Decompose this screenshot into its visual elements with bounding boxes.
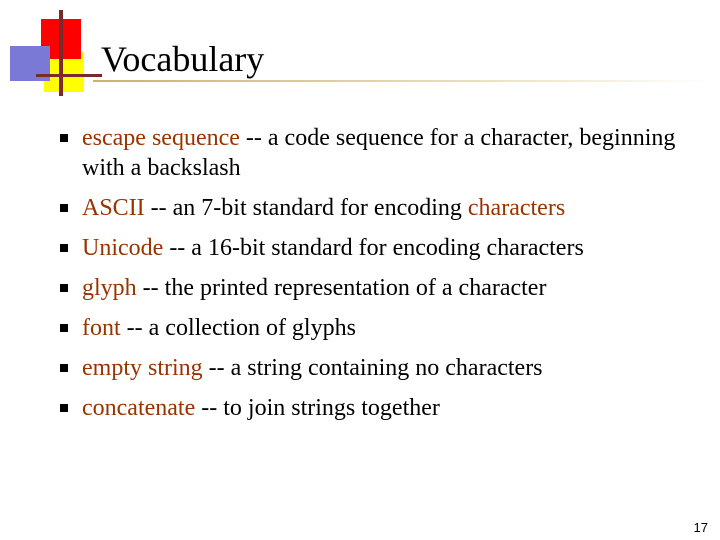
logo-horizontal-line <box>36 74 102 77</box>
definition: -- a code sequence for a character, beginning with a backslash <box>82 125 676 181</box>
list-item <box>60 268 710 308</box>
bullet-square-icon <box>60 284 68 292</box>
definition: -- the printed representation of a character <box>136 275 547 301</box>
term: font <box>82 315 121 341</box>
term: Unicode <box>82 235 164 261</box>
page-number: 17 <box>693 520 708 535</box>
trailing-term: characters <box>467 195 566 221</box>
item-text <box>82 228 710 268</box>
term: concatenate <box>82 395 196 421</box>
item-text <box>82 188 710 228</box>
item-text <box>82 118 710 188</box>
bullet-square-icon <box>60 404 68 412</box>
definition: -- a 16-bit standard for encoding characters <box>163 235 584 261</box>
bullet-square-icon <box>60 324 68 332</box>
list-item <box>60 308 710 348</box>
list-item <box>60 348 710 388</box>
title-underline <box>93 80 718 82</box>
definition: -- a collection of glyphs <box>120 315 356 341</box>
definition: -- a string containing no characters <box>202 355 543 381</box>
definition: -- an 7-bit standard for encoding <box>144 195 468 221</box>
logo-vertical-line <box>59 10 63 96</box>
bullet-square-icon <box>60 204 68 212</box>
item-text <box>82 308 710 348</box>
term: glyph <box>82 275 137 301</box>
definition: -- to join strings together <box>195 395 440 421</box>
item-text <box>82 268 710 308</box>
vocabulary-list <box>60 118 710 428</box>
list-item <box>60 188 710 228</box>
term: empty string <box>82 355 203 381</box>
list-item <box>60 118 710 188</box>
list-item <box>60 228 710 268</box>
item-text <box>82 348 710 388</box>
bullet-square-icon <box>60 244 68 252</box>
slide-logo <box>0 0 100 100</box>
item-text <box>82 388 710 428</box>
bullet-square-icon <box>60 134 68 142</box>
term: ASCII <box>82 195 145 221</box>
term: escape sequence <box>82 125 240 151</box>
slide-title: Vocabulary <box>101 39 265 79</box>
bullet-square-icon <box>60 364 68 372</box>
list-item <box>60 388 710 428</box>
